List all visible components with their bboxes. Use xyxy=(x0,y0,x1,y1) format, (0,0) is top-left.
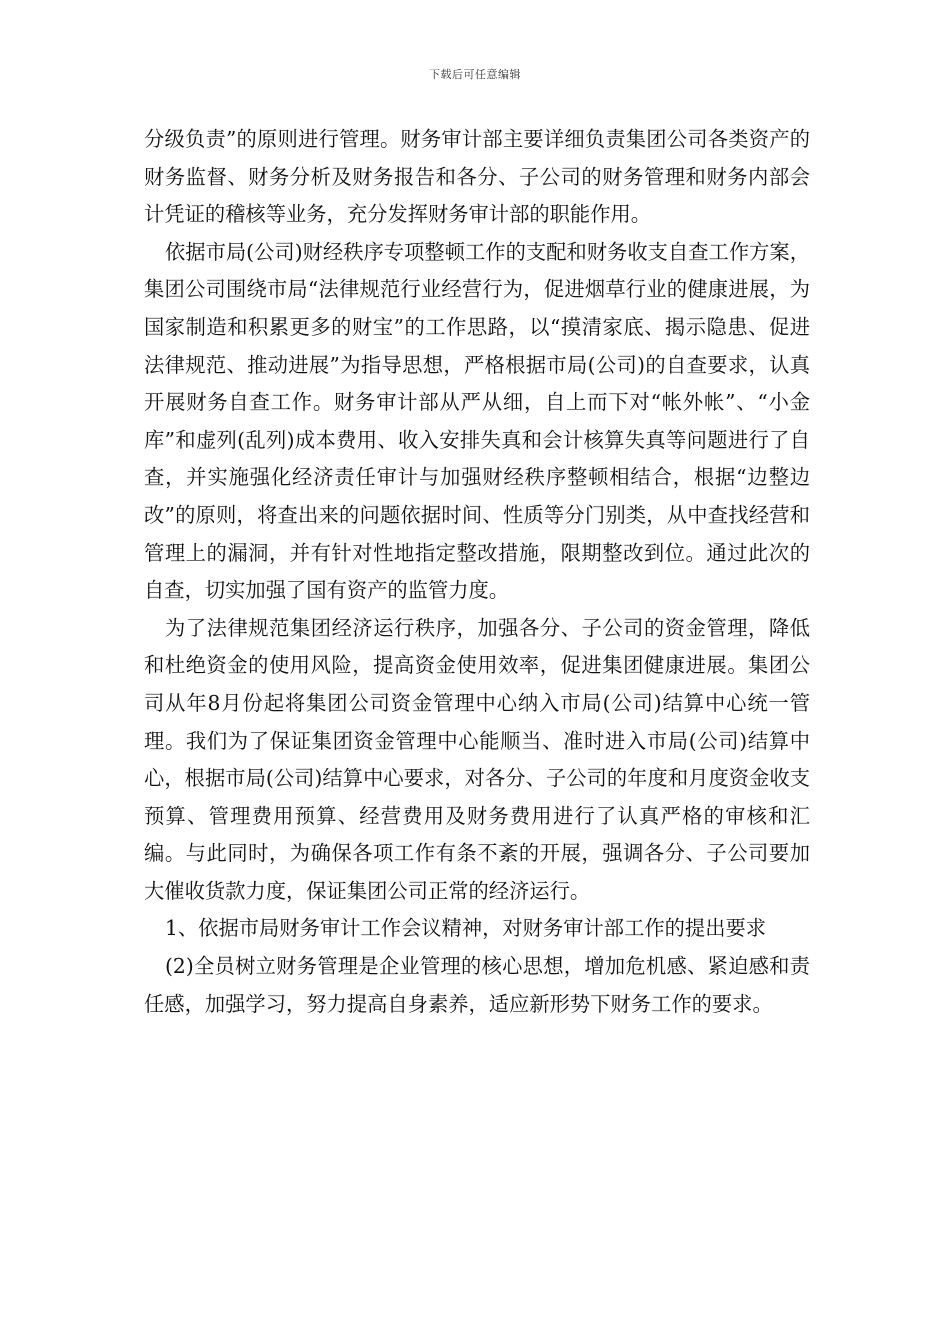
page-header-note: 下载后可任意编辑 xyxy=(429,68,521,81)
paragraph-responsibility: 分级负责”的原则进行管理。财务审计部主要详细负责集团公司各类资产的财务监督、财务分析及财务报告和各分、子公司的财务管理和财务内部会计凭证的稽核等业务，充分发挥财务审计部的职能作用。 xyxy=(144,127,810,227)
paragraph-fund-management: 为了法律规范集团经济运行秩序，加强各分、子公司的资金管理，降低和杜绝资金的使用风险，提高资金使用效率，促进集团健康进展。集团公司从年8月份起将集团公司资金管理中心纳入市局(公司)结算中心统一管理。我们为了保证集团资金管理中心能顺当、准时进入市局(公司)结算中心，根据市局(公司)结算中心要求，对各分、子公司的年度和月度资金收支预算、管理费用预算、经营费用及财务费用进行了认真严格的审核和汇编。与此同时，为确保各项工作有条不紊的开展，强调各分、子公司要加大催收货款力度，保证集团公司正常的经济运行。 xyxy=(144,615,810,903)
paragraph-self-inspection: 依据市局(公司)财经秩序专项整顿工作的支配和财务收支自查工作方案，集团公司围绕市局“法律规范行业经营行为，促进烟草行业的健康进展，为国家制造和积累更多的财宝”的工作思路，以“摸清家底、揭示隐患、促进法律规范、推动进展”为指导思想，严格根据市局(公司)的自查要求，认真开展财务自查工作。财务审计部从严从细，自上而下对“帐外帐”、“小金库”和虚列(乱列)成本费用、收入安排失真和会计核算失真等问题进行了自查，并实施强化经济责任审计与加强财经秩序整顿相结合，根据“边整边改”的原则，将查出来的问题依据时间、性质等分门别类，从中查找经营和管理上的漏洞，并有针对性地指定整改措施，限期整改到位。通过此次的自查，切实加强了国有资产的监管力度。 xyxy=(144,239,810,603)
document-body xyxy=(144,121,810,1023)
paragraph-item-2: (2)全员树立财务管理是企业管理的核心思想，增加危机感、紧迫感和责任感，加强学习，努力提高自身素养，适应新形势下财务工作的要求。 xyxy=(144,954,810,1016)
paragraph-item-1-heading: 1、依据市局财务审计工作会议精神，对财务审计部工作的提出要求 xyxy=(165,916,767,941)
